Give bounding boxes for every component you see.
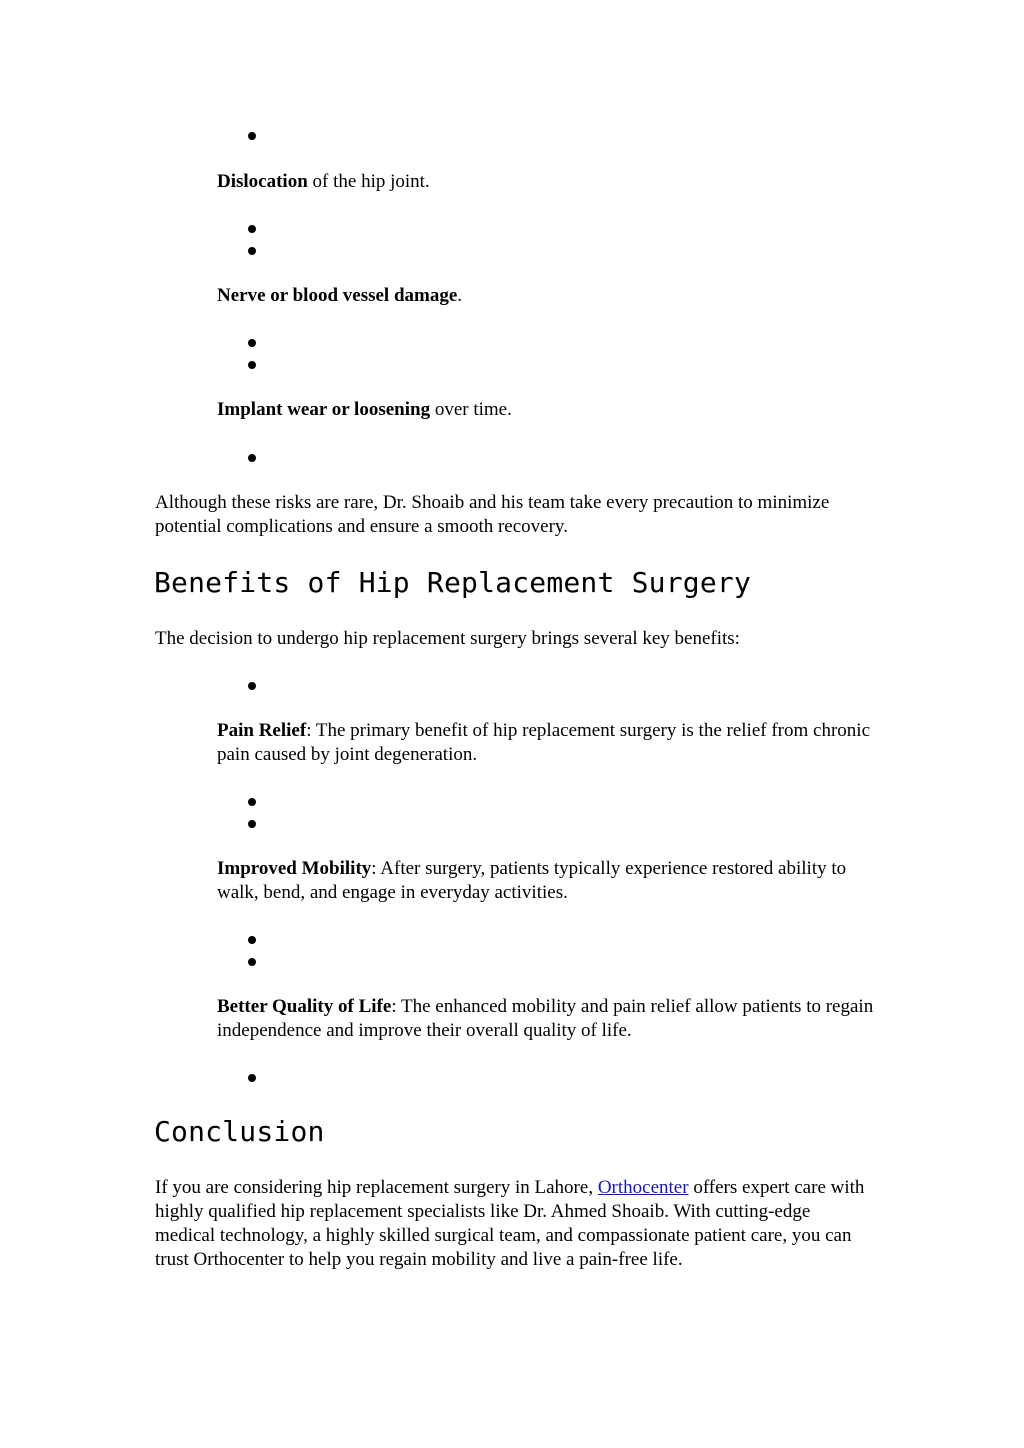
benefits-intro: The decision to undergo hip replacement surgery brings several key benefits: (155, 628, 740, 649)
conclusion-text-before: If you are considering hip replacement surgery in Lahore, (155, 1177, 598, 1198)
bullet (248, 1074, 256, 1082)
bullet (248, 682, 256, 690)
bullet (248, 225, 256, 233)
benefit-item-quality-of-life (217, 995, 877, 1043)
risk-item-bold: Dislocation (217, 171, 308, 192)
benefit-item-pain-relief (217, 719, 877, 767)
benefit-item-improved-mobility (217, 857, 877, 905)
bullet (248, 361, 256, 369)
bullet (248, 936, 256, 944)
risk-item-dislocation (217, 170, 877, 194)
benefits-heading: Benefits of Hip Replacement Surgery (154, 566, 752, 599)
risk-item-text: over time. (430, 399, 512, 420)
risk-item-text: of the hip joint. (307, 171, 430, 192)
risks-closing-paragraph: Although these risks are rare, Dr. Shoaib and his team take every precaution to minimize potential complications and ensure a smooth recovery. (155, 492, 830, 537)
risk-item-nerve-damage (217, 284, 877, 308)
benefit-item-text: : The enhanced mobility and pain relief allow patients to regain independence and improve their overall quality of life. (217, 996, 874, 1041)
benefit-item-bold: Pain Relief (217, 720, 307, 741)
bullet (248, 958, 256, 966)
bullet (248, 339, 256, 347)
bullet (248, 454, 256, 462)
benefit-item-text: : The primary benefit of hip replacement surgery is the relief from chronic pain caused by joint degeneration. (217, 720, 870, 765)
conclusion-paragraph (155, 1176, 875, 1272)
risk-item-bold: Implant wear or loosening (217, 399, 431, 420)
benefit-item-bold: Improved Mobility (217, 858, 372, 879)
conclusion-text-after: offers expert care with highly qualified hip replacement specialists like Dr. Ahmed Shoaib. With cutting-edge medical technology, a highly skilled surgical team, and compassionate patient care, you can trust Orthocenter to help you regain mobility and live a pain-free life. (155, 1177, 865, 1270)
risk-item-implant-wear (217, 398, 877, 422)
risk-item-text: . (457, 285, 463, 306)
bullet (248, 132, 256, 140)
risk-item-bold: Nerve or blood vessel damage (217, 285, 458, 306)
benefit-item-text: : After surgery, patients typically experience restored ability to walk, bend, and engage in everyday activities. (217, 858, 847, 903)
bullet (248, 798, 256, 806)
benefit-item-bold: Better Quality of Life (217, 996, 392, 1017)
conclusion-heading: Conclusion (154, 1115, 325, 1148)
orthocenter-link[interactable]: Orthocenter (597, 1177, 689, 1198)
bullet (248, 820, 256, 828)
bullet (248, 247, 256, 255)
